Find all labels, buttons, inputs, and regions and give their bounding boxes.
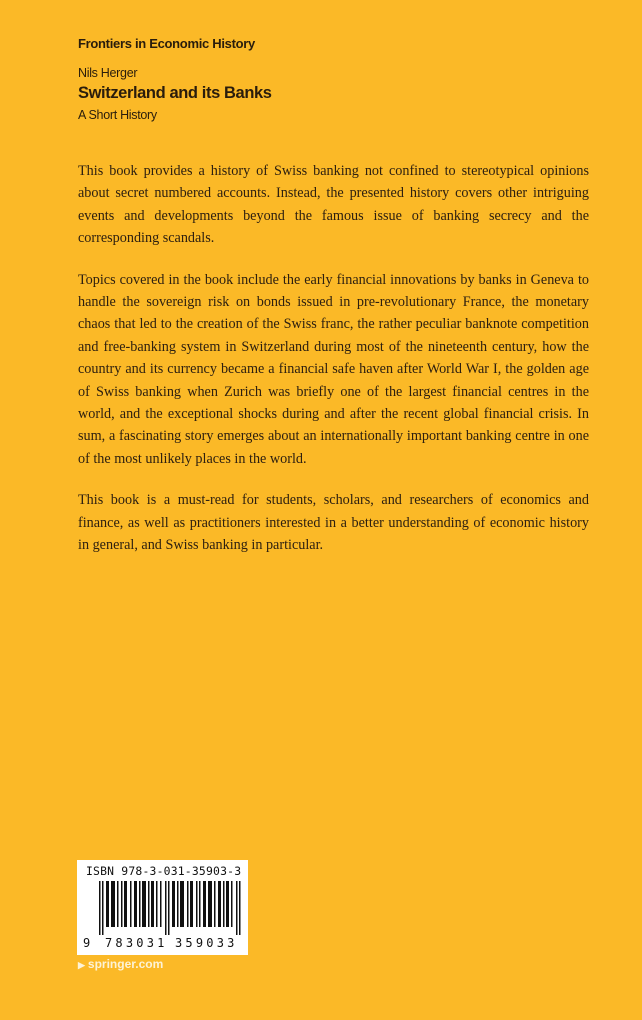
publisher-link[interactable] bbox=[78, 957, 163, 971]
barcode-digit-group-2: 359033 bbox=[175, 936, 238, 950]
blurb bbox=[78, 160, 589, 576]
isbn-label: ISBN 978-3-031-35903-3 bbox=[86, 864, 242, 878]
book-title: Switzerland and its Banks bbox=[78, 84, 272, 102]
barcode-digit-first: 9 bbox=[83, 936, 91, 950]
blurb-paragraph-1: This book provides a history of Swiss banking not confined to stereotypical opinions about secret numbered accounts. Instead, the presented history covers other intriguing events and developments beyond the famous issue of banking secrecy and the corresponding scandals. bbox=[78, 163, 589, 247]
book-subtitle: A Short History bbox=[78, 108, 157, 122]
author-name: Nils Herger bbox=[78, 66, 138, 80]
blurb-paragraph-2: Topics covered in the book include the early financial innovations by banks in Geneva to handle the sovereign risk on bonds issued in pre-revolutionary France, the monetary chaos that led to the creation of the Swiss franc, the rather peculiar banknote competition and free-banking system in Switzerland during most of the nineteenth century, how the country and its currency became a financial safe haven after World War I, the golden age of Swiss banking when Zurich was briefly one of the largest financial centres in the world, and the exceptional shocks during and after the recent global financial crisis. In sum, a fascinating story emerges about an internationally important banking centre in one of the most unlikely places in the world. bbox=[78, 271, 589, 467]
series-name: Frontiers in Economic History bbox=[78, 36, 255, 51]
isbn-barcode bbox=[77, 860, 248, 955]
blurb-paragraph-3: This book is a must-read for students, scholars, and researchers of economics and finance, as well as practitioners interested in a better understanding of economic history in general, and Swiss banking in particular. bbox=[78, 492, 589, 554]
barcode-icon bbox=[99, 881, 242, 935]
publisher-link-label: springer.com bbox=[87, 957, 164, 971]
arrow-right-icon: ▶ bbox=[78, 960, 85, 970]
barcode-digit-group-1: 783031 bbox=[105, 936, 168, 950]
